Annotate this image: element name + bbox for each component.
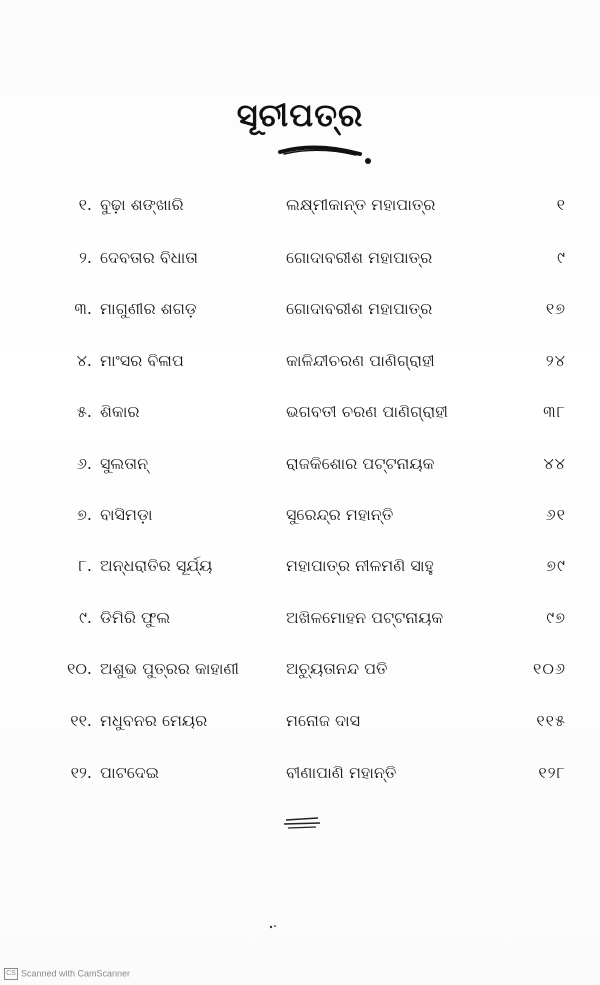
toc-entry-title: ଅଶୁଭ ପୁତ୍ରର କାହାଣୀ	[100, 659, 239, 678]
toc-row	[0, 238, 600, 278]
toc-entry-number: ୮.	[78, 556, 92, 575]
toc-entry-title: ମଧୁବନର ମେୟର	[100, 711, 208, 730]
scan-speck-icon	[268, 922, 278, 932]
toc-row	[0, 546, 600, 586]
toc-entry-page: ୪୪	[543, 454, 566, 473]
toc-entry-author: ମହାପାତ୍ର ନୀଳମଣି ସାହୁ	[286, 556, 434, 575]
toc-entry-number: ୭.	[77, 505, 92, 524]
toc-entry-page: ୯୭	[546, 608, 566, 627]
toc-row	[0, 649, 600, 689]
toc-entry-number: ୧୦.	[66, 659, 92, 678]
toc-entry-author: ଗୋଦାବରୀଶ ମହାପାତ୍ର	[286, 248, 433, 267]
toc-entry-title: ଅନ୍ଧରାତିର ସୂର୍ଯ୍ୟ	[100, 556, 213, 575]
toc-entry-author: ଗୋଦାବରୀଶ ମହାପାତ୍ର	[286, 299, 433, 318]
toc-entry-author: ସୁରେନ୍ଦ୍ର ମହାନ୍ତି	[286, 505, 394, 524]
toc-entry-page: ୧୧୫	[536, 711, 566, 730]
toc-row	[0, 341, 600, 381]
toc-entry-number: ୧.	[78, 195, 92, 214]
toc-entry-page: ୧	[556, 195, 566, 214]
toc-entry-author: କାଳିନ୍ଦୀଚରଣ ପାଣିଗ୍ରାହୀ	[286, 351, 435, 370]
toc-entry-title: ଡିମିରି ଫୁଲ	[100, 608, 171, 627]
toc-row	[0, 701, 600, 741]
toc-row	[0, 392, 600, 432]
toc-entry-title: ବୁଢ଼ା ଶଙ୍ଖାରି	[100, 195, 184, 214]
toc-row	[0, 185, 600, 225]
toc-entry-page: ୭୯	[546, 556, 566, 575]
toc-entry-page: ୩୮	[543, 402, 566, 421]
toc-entry-title: ମାଂସର ବିଳାପ	[100, 351, 184, 370]
title-flourish-icon	[276, 140, 386, 170]
toc-entry-number: ୬.	[76, 454, 92, 473]
toc-entry-page: ୧୭	[545, 299, 566, 318]
toc-entry-author: ଲକ୍ଷ୍ମୀକାନ୍ତ ମହାପାତ୍ର	[286, 195, 436, 214]
toc-entry-author: ଅଖିଳମୋହନ ପଟ୍ଟନାୟକ	[286, 608, 444, 627]
toc-entry-title: ବାସିମଡ଼ା	[100, 505, 153, 524]
toc-entry-number: ୨.	[78, 248, 92, 267]
page-title: ସୂଚୀପତ୍ର	[236, 96, 364, 134]
toc-entry-author: ରାଜକିଶୋର ପଟ୍ଟନାୟକ	[286, 454, 435, 473]
watermark-text: Scanned with CamScanner	[21, 968, 131, 979]
toc-entry-page: ୧୨୮	[538, 763, 566, 782]
toc-entry-number: ୧୨.	[70, 763, 92, 782]
toc-entry-page: ୧୦୬	[533, 659, 566, 678]
toc-entry-number: ୪.	[76, 351, 92, 370]
toc-entry-number: ୯.	[78, 608, 92, 627]
toc-entry-number: ୧୧.	[70, 711, 92, 730]
toc-entry-page: ୯	[557, 248, 566, 267]
end-divider-icon	[282, 816, 322, 830]
toc-entry-number: ୫.	[76, 402, 92, 421]
toc-entry-author: ମନୋଜ ଦାସ	[286, 711, 361, 730]
toc-entry-title: ସୁଲତାନ୍	[100, 454, 149, 473]
toc-entry-title: ଶିକାର	[100, 402, 140, 421]
toc-entry-author: ଅଚ୍ୟୁତାନନ୍ଦ ପତି	[286, 659, 388, 678]
toc-entry-title: ଦେବତାର ବିଧାତା	[100, 248, 198, 267]
toc-entry-number: ୩.	[74, 299, 92, 318]
camscanner-logo-icon: CS	[4, 968, 18, 980]
toc-entry-title: ପାଟଦେଇ	[100, 763, 160, 782]
toc-row	[0, 444, 600, 484]
toc-entry-title: ମାଗୁଣୀର ଶଗଡ଼	[100, 299, 197, 318]
scanner-watermark	[4, 968, 130, 980]
toc-row	[0, 289, 600, 329]
toc-entry-author: ବୀଣାପାଣି ମହାନ୍ତି	[286, 763, 397, 782]
toc-row	[0, 495, 600, 535]
toc-entry-author: ଭଗବତୀ ଚରଣ ପାଣିଗ୍ରାହୀ	[286, 402, 448, 421]
toc-entry-page: ୬୧	[545, 505, 566, 524]
toc-row	[0, 598, 600, 638]
toc-row	[0, 753, 600, 793]
toc-entry-page: ୨୪	[545, 351, 566, 370]
